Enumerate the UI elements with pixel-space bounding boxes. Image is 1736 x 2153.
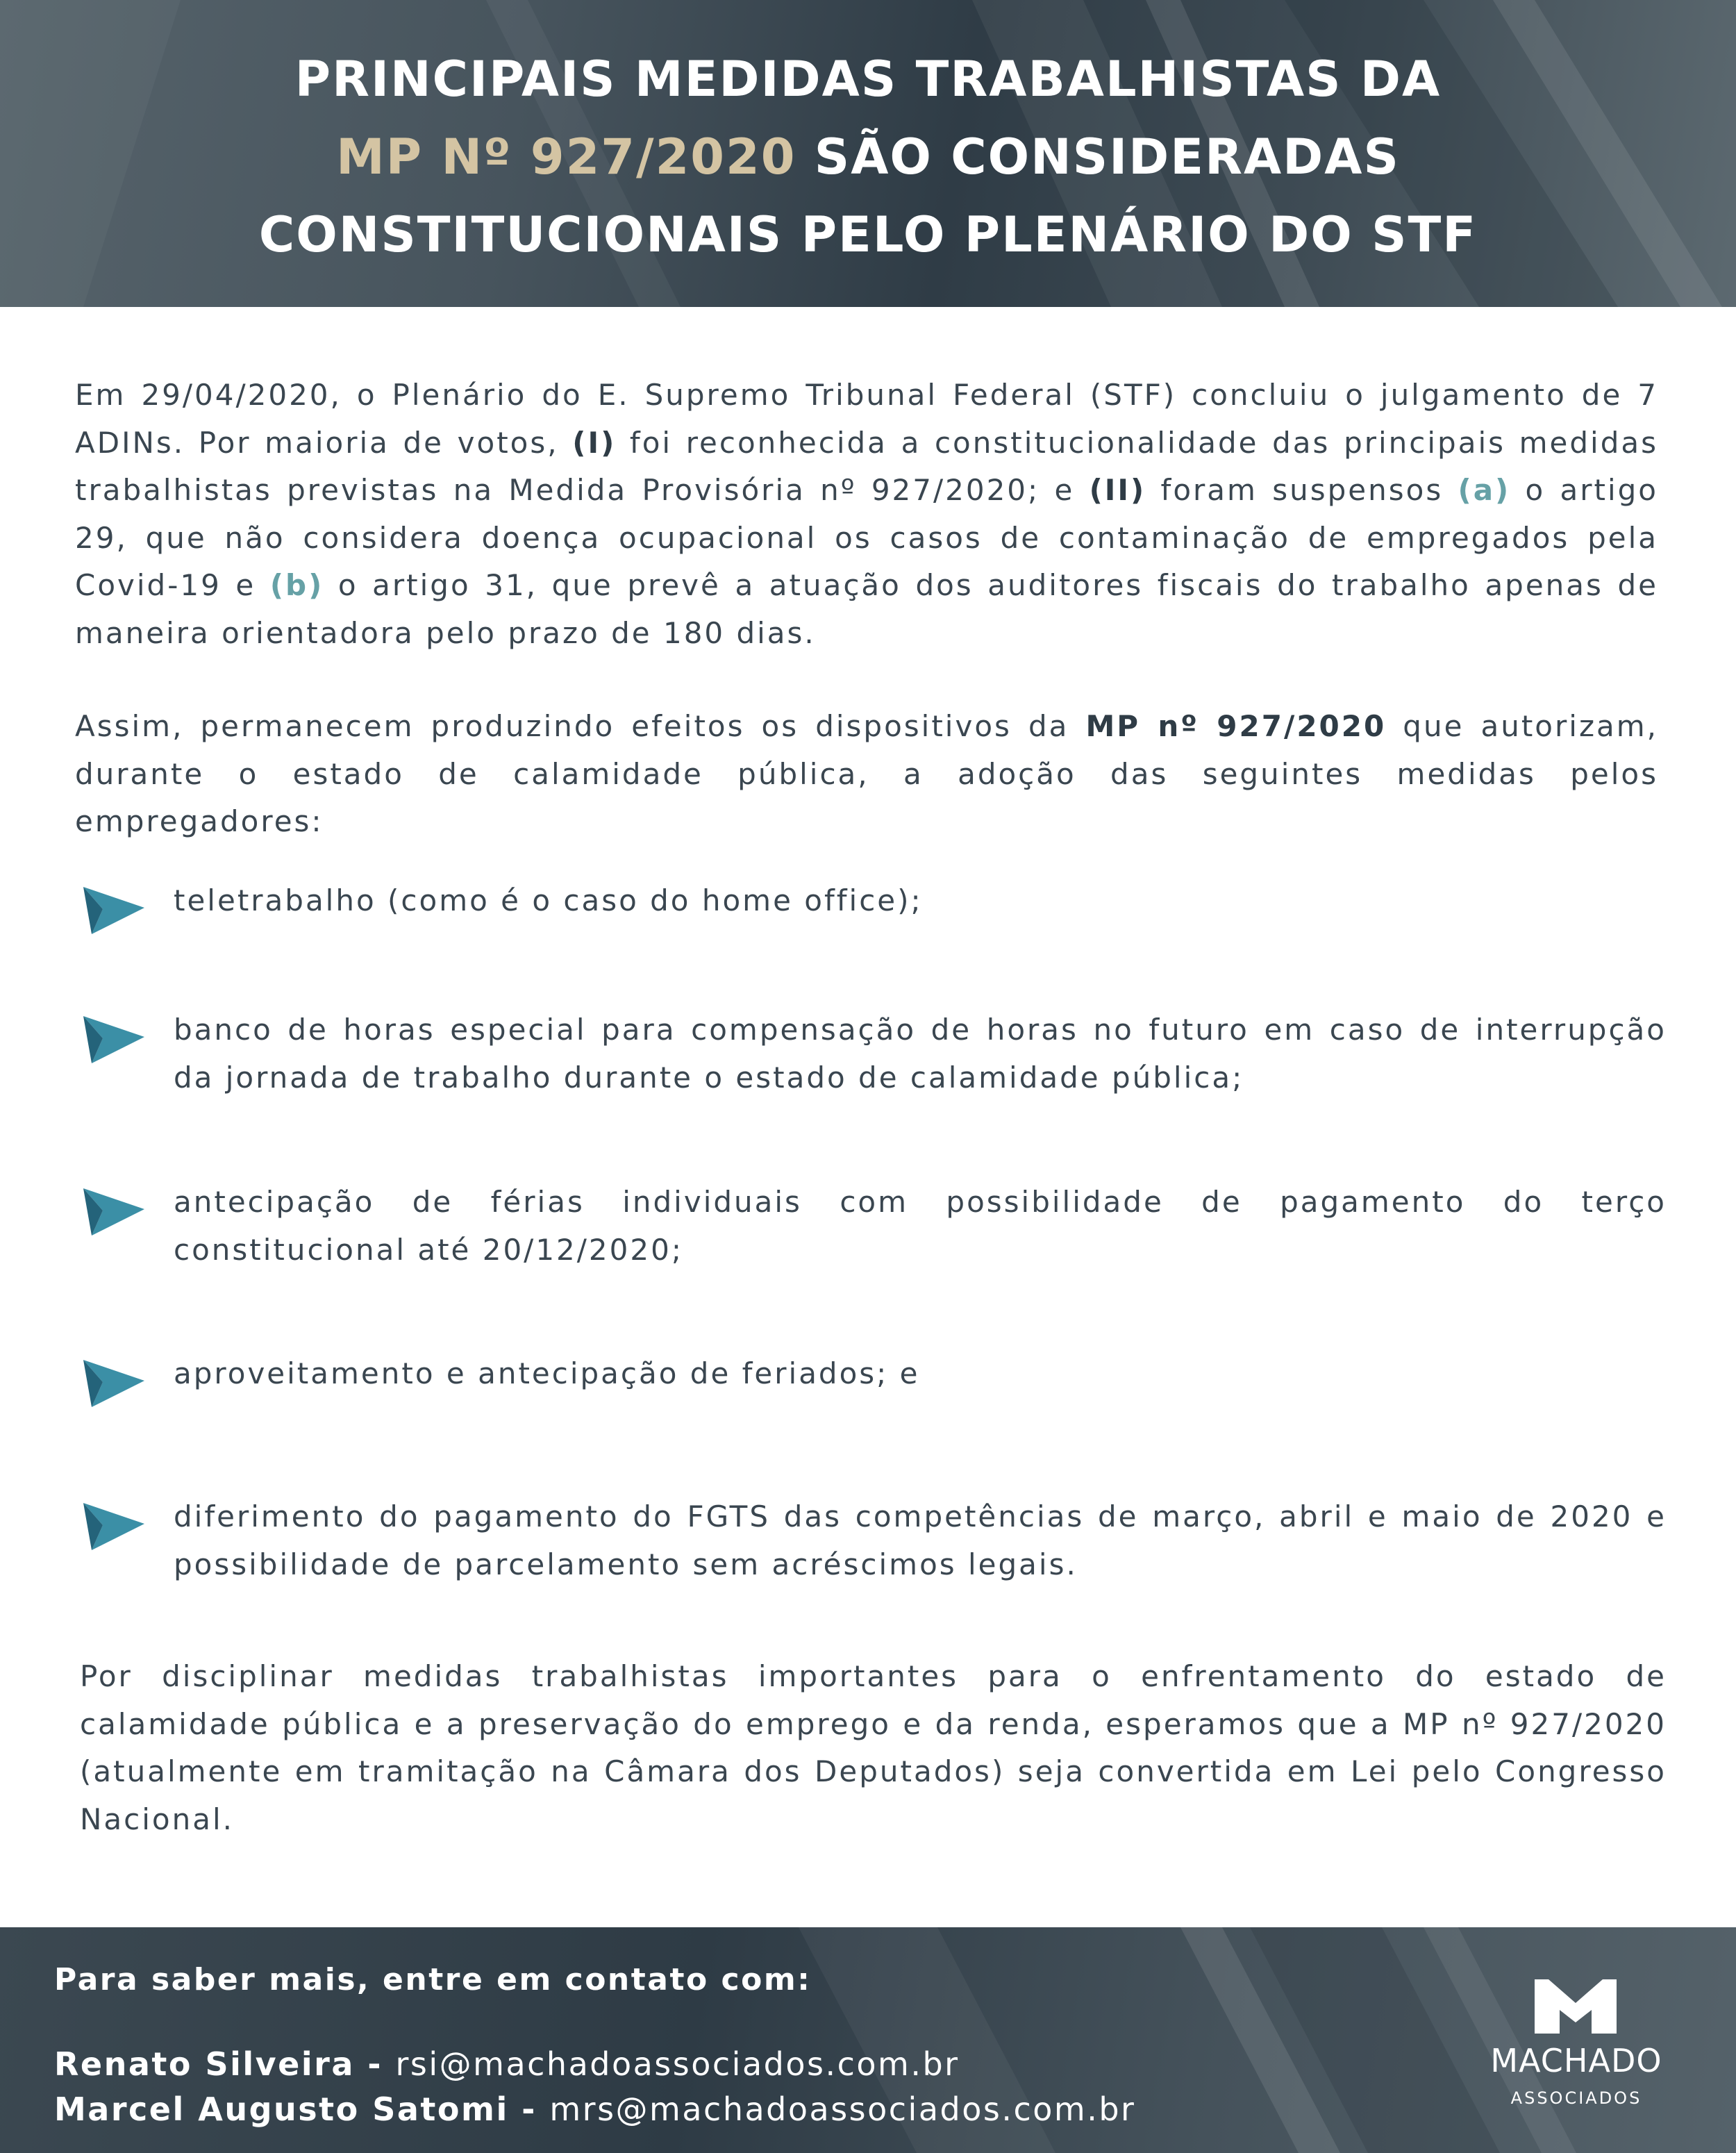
- machado-associados-logo: [1479, 1979, 1674, 2129]
- measures-text: que autorizam, durante o estado de calamidade pública, a adoção das seguintes medidas pelos empregadores:: [75, 709, 1658, 838]
- marker-b: (b): [269, 568, 324, 602]
- list-item-text: teletrabalho (como é o caso do home office);: [174, 883, 923, 917]
- intro-text: o artigo 31, que prevê a atuação dos auditores fiscais do trabalho apenas de maneira orientadora pelo prazo de 180 dias.: [75, 568, 1659, 650]
- title-line-1: PRINCIPAIS MEDIDAS TRABALHISTAS DA: [294, 51, 1442, 108]
- logo-name: MACHADO: [1490, 2042, 1662, 2079]
- measures-text: Assim, permanecem produzindo efeitos os dispositivos da: [75, 709, 1086, 743]
- contact-marcel: [54, 2090, 1135, 2128]
- contact-name: Marcel Augusto Satomi -: [54, 2090, 550, 2128]
- arrow-bullet-icon: [83, 1188, 144, 1236]
- marker-II: (II): [1089, 473, 1146, 507]
- marker-a: (a): [1458, 473, 1511, 507]
- intro-text: foram suspensos: [1146, 473, 1458, 507]
- list-item-text: diferimento do pagamento do FGTS das competências de março, abril e maio de 2020 e possibilidade de parcelamento sem acréscimos legais.: [174, 1499, 1667, 1581]
- title-accent-mp: MP Nº 927/2020: [336, 128, 796, 185]
- intro-text: o artigo 29, que não considera doença ocupacional os casos de contaminação de empregados pela Covid-19 e: [75, 473, 1659, 602]
- footer-contact: [0, 1927, 1736, 2153]
- intro-text: foi reconhecida a constitucionalidade das principais medidas trabalhistas previstas na Medida Provisória nº 927/2020; e: [75, 425, 1658, 507]
- list-item-text: aproveitamento e antecipação de feriados; e: [174, 1356, 920, 1390]
- measures-intro-paragraph: [75, 703, 1658, 846]
- contact-heading: Para saber mais, entre em contato com:: [54, 1962, 812, 1997]
- mp-bold: MP nº 927/2020: [1085, 709, 1387, 743]
- logo-mark-icon: [1535, 1979, 1617, 2034]
- arrow-bullet-icon: [83, 887, 144, 934]
- closing-paragraph: Por disciplinar medidas trabalhistas importantes para o enfrentamento do estado de calamidade pública e a preservação do emprego e da renda, esperamos que a MP nº 927/2020 (atualmente em tramitação na Câmara dos Deputados) seja convertida em Lei pelo Congresso Nacional.: [80, 1659, 1667, 1836]
- contact-email-link[interactable]: rsi@machadoassociados.com.br: [395, 2045, 960, 2083]
- marker-I: (I): [572, 425, 617, 460]
- intro-paragraph: [75, 372, 1658, 657]
- contact-email-link[interactable]: mrs@machadoassociados.com.br: [549, 2090, 1136, 2128]
- arrow-bullet-icon: [83, 1360, 144, 1407]
- intro-text: Em 29/04/2020, o Plenário do E. Supremo Tribunal Federal (STF) concluiu o julgamento de 7 ADINs. Por maioria de votos,: [75, 378, 1658, 460]
- list-item-text: antecipação de férias individuais com possibilidade de pagamento do terço constitucional até 20/12/2020;: [174, 1185, 1667, 1267]
- list-item-text: banco de horas especial para compensação de horas no futuro em caso de interrupção da jornada de trabalho durante o estado de calamidade pública;: [174, 1013, 1667, 1095]
- title-line-2: SÃO CONSIDERADAS: [796, 128, 1400, 185]
- contact-renato: [54, 2045, 960, 2083]
- arrow-bullet-icon: [83, 1016, 144, 1063]
- page-title: [0, 40, 1736, 274]
- arrow-bullet-icon: [83, 1503, 144, 1550]
- contact-name: Renato Silveira -: [54, 2045, 396, 2083]
- logo-subtitle: ASSOCIADOS: [1510, 2088, 1642, 2108]
- title-line-3: CONSTITUCIONAIS PELO PLENÁRIO DO STF: [258, 206, 1478, 263]
- header-banner: [0, 0, 1736, 307]
